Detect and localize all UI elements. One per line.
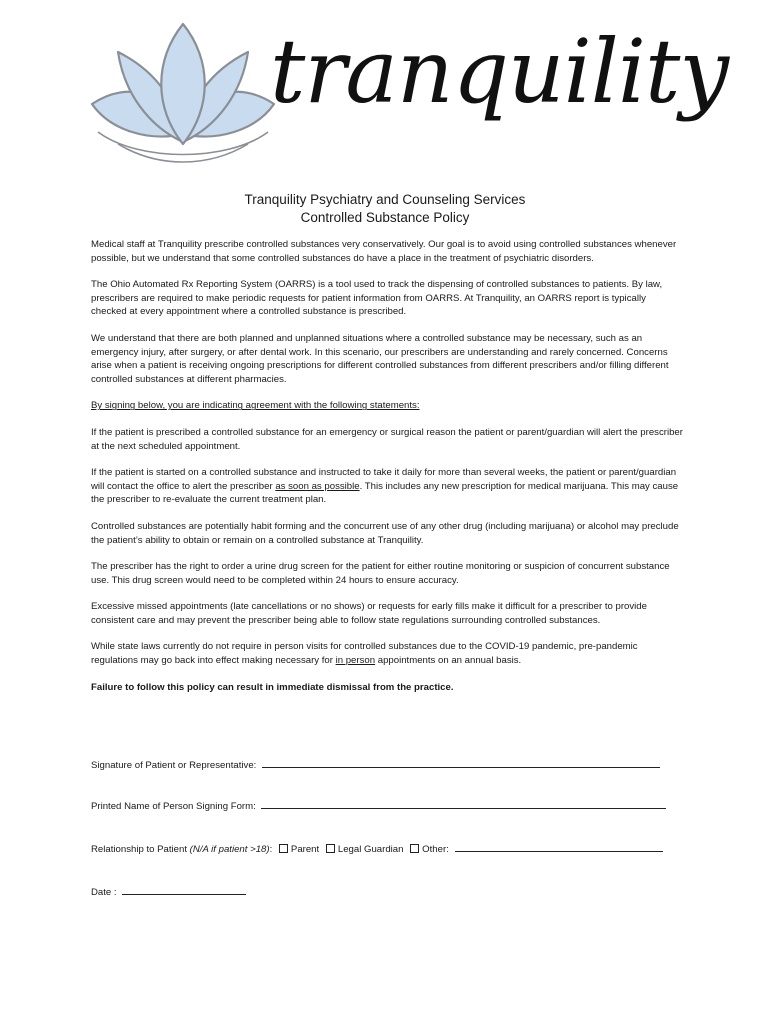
document-title: Tranquility Psychiatry and Counseling Services xyxy=(244,192,526,207)
intro-paragraph: Medical staff at Tranquility prescribe controlled substances very conservatively. Our goal is to avoid using controlled substances whenever possible, but we understand that some controlled substances do have a place in the treatment of psychiatric disorders. xyxy=(91,239,677,264)
statement-state-laws xyxy=(91,640,683,667)
date-label: Date : xyxy=(91,887,117,898)
relationship-row xyxy=(91,841,663,856)
legal-guardian-option-label: Legal Guardian xyxy=(337,844,404,855)
parent-option-label: Parent xyxy=(290,844,320,855)
statement-daily-use-text-end: . This includes any new prescription for medical marijuana. This may cause the prescriber to re-evaluate the current treatment plan. xyxy=(91,480,679,506)
legal-guardian-checkbox[interactable] xyxy=(326,844,335,853)
relationship-note: (N/A if patient >18) xyxy=(189,844,270,855)
relationship-colon: : xyxy=(269,844,273,855)
relationship-label: Relationship to Patient xyxy=(91,844,190,855)
date-row xyxy=(91,884,246,899)
statement-emergency: If the patient is prescribed a controlled substance for an emergency or surgical reason the patient or parent/guardian will alert the prescriber at the next scheduled appointment. xyxy=(91,426,683,452)
statement-habit-forming: Controlled substances are potentially habit forming and the concurrent use of any other drug (including marijuana) or alcohol may preclude the patient’s ability to obtain or remain on a controlled substance at Tranquility. xyxy=(91,520,679,546)
statement-drug-screen: The prescriber has the right to order a urine drug screen for the patient for either routine monitoring or suspicion of concurrent substance use. This drug screen would need to be completed within 24 hours to ensure accuracy. xyxy=(91,561,670,586)
signature-field[interactable] xyxy=(262,757,660,768)
printed-name-field[interactable] xyxy=(261,798,666,809)
date-field[interactable] xyxy=(122,884,246,895)
other-option-label: Other: xyxy=(422,844,449,855)
dismissal-warning: Failure to follow this policy can result in immediate dismissal from the practice. xyxy=(91,681,454,693)
tranquility-logo xyxy=(88,20,729,172)
in-person-emphasis: in person xyxy=(335,655,376,667)
policy-body xyxy=(91,238,683,707)
lotus-icon xyxy=(88,22,278,172)
signature-label: Signature of Patient or Representative: xyxy=(91,760,257,771)
other-checkbox[interactable] xyxy=(410,844,419,853)
situations-paragraph: We understand that there are both planned and unplanned situations where a controlled substance may be necessary, such as an emergency injury, after surgery, or after dental work. In this scenario, our prescribers are understanding and rarely concerned. Concerns arise when a patient is receiving ongoing prescriptions for different controlled substances from different prescribers and/or filling different controlled substances at different pharmacies. xyxy=(91,332,669,385)
logo-wordmark: tranquility xyxy=(270,20,729,123)
statement-state-laws-text-end: appointments on an annual basis. xyxy=(375,655,522,667)
statement-daily-use xyxy=(91,466,683,507)
printed-name-label: Printed Name of Person Signing Form: xyxy=(91,801,256,812)
printed-name-row xyxy=(91,798,666,813)
asap-emphasis: as soon as possible xyxy=(275,480,360,492)
statement-missed-appointments: Excessive missed appointments (late cancellations or no shows) or requests for early fills make it difficult for a prescriber to provide consistent care and may prevent the prescriber being able to follow state regulations surrounding controlled substances. xyxy=(91,601,647,626)
statement-daily-use-text: If the patient is started on a controlled substance and instructed to take it daily for more than several weeks, the patient or parent/guardian will contact the office to alert the prescriber xyxy=(91,467,677,492)
document-subtitle: Controlled Substance Policy xyxy=(300,210,470,225)
other-relationship-field[interactable] xyxy=(455,841,663,852)
parent-checkbox[interactable] xyxy=(279,844,288,853)
signature-row xyxy=(91,757,660,772)
document-title-block xyxy=(0,191,770,227)
statement-state-laws-text: While state laws currently do not require in person visits for controlled substances due to the COVID-19 pandemic, pre-pandemic regulations may go back into effect making necessary for xyxy=(91,641,638,667)
oarrs-paragraph: The Ohio Automated Rx Reporting System (OARRS) is a tool used to track the dispensing of controlled substances to patients. By law, prescribers are required to make periodic requests for patient information from OARRS. At Tranquility, an OARRS report is typically checked at every appointment where a controlled substance is prescribed. xyxy=(91,279,663,318)
agreement-heading: By signing below, you are indicating agreement with the following statements: xyxy=(91,400,420,412)
